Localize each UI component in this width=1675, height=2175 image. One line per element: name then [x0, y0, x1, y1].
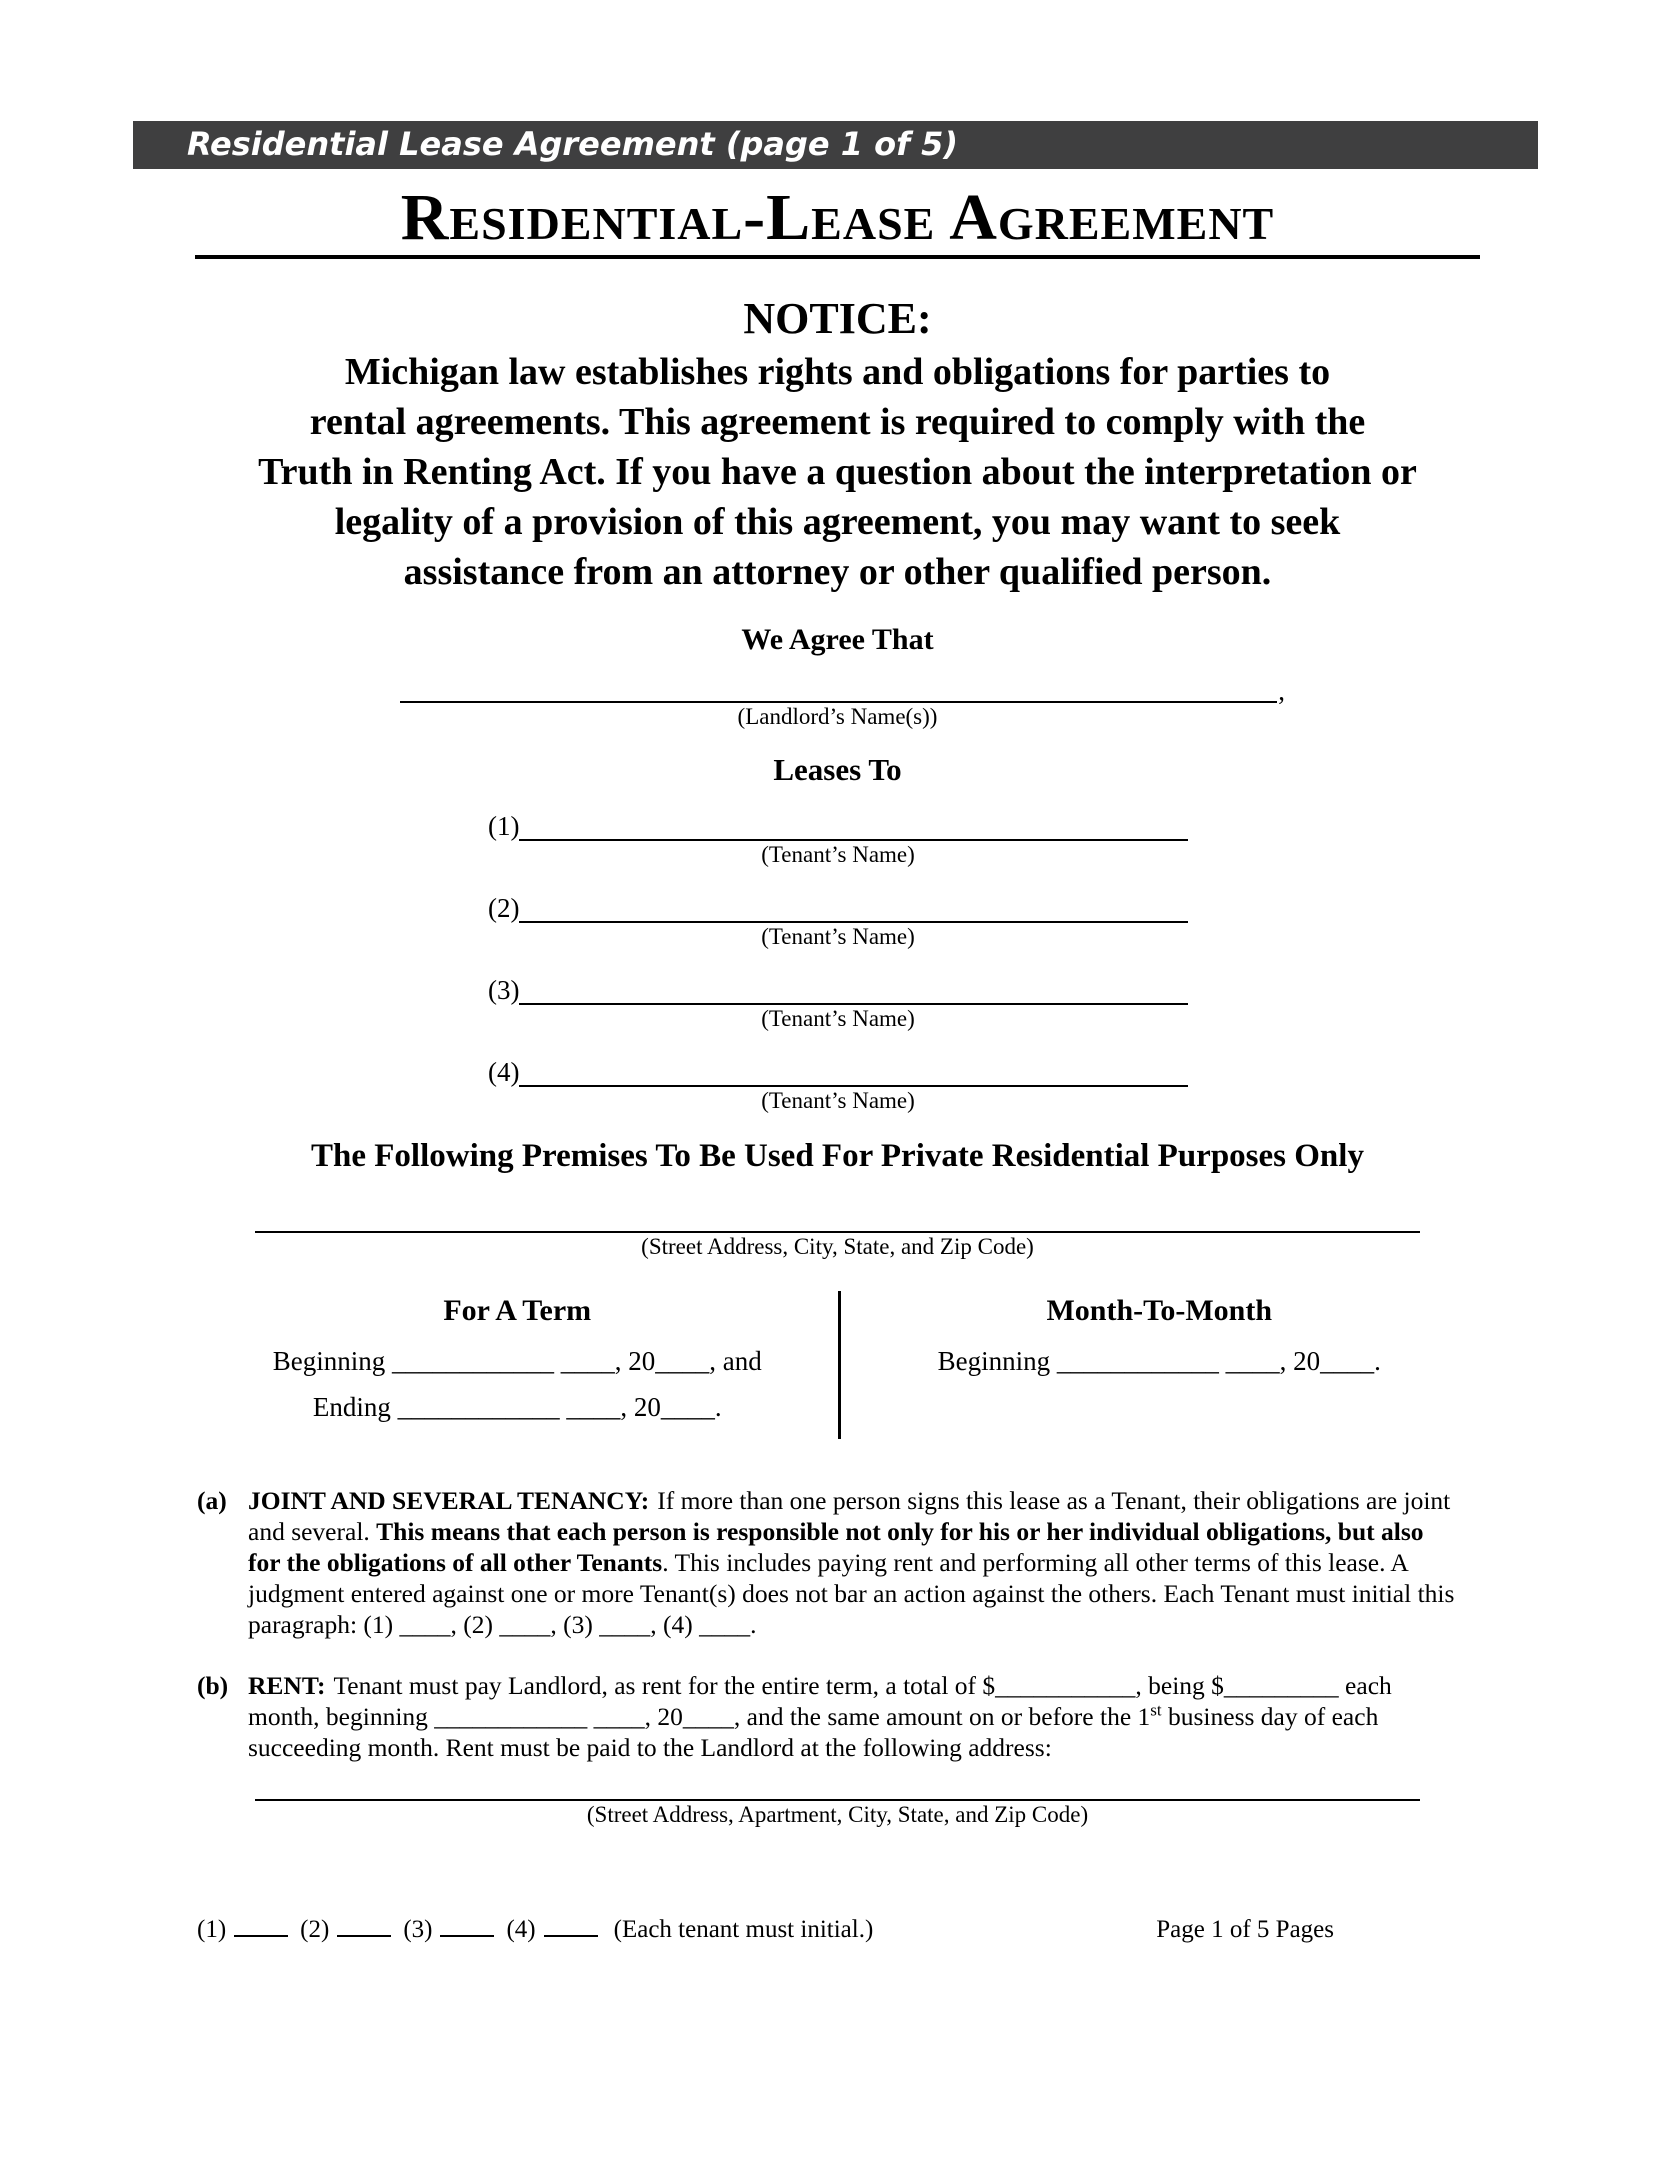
tenant-initial-blank[interactable] — [234, 1911, 288, 1937]
landlord-name-caption: (Landlord’s Name(s)) — [737, 704, 938, 729]
clause-label: (a) — [197, 1486, 227, 1515]
notice-heading: NOTICE: — [743, 294, 932, 343]
term-beginning-line[interactable]: Beginning ____________ ____, 20____, and — [272, 1346, 762, 1376]
premises-heading: The Following Premises To Be Used For Private Residential Purposes Only — [311, 1138, 1364, 1174]
month-to-month-heading: Month-To-Month — [1046, 1294, 1273, 1327]
leases-to-heading: Leases To — [773, 752, 902, 787]
clause-text: business day of each succeeding month. Rent must be paid to the Landlord at the following address: — [248, 1702, 1379, 1762]
landlord-name-line[interactable] — [400, 671, 1277, 703]
premises-address-line[interactable] — [255, 1205, 1420, 1233]
tenant-number: (2) — [488, 893, 520, 923]
tenant-initial-blank[interactable] — [440, 1911, 494, 1937]
clause-rent — [197, 1670, 1457, 1763]
page-indicator: Page 1 of 5 Pages — [1156, 1916, 1334, 1943]
initial-label: (1) — [197, 1916, 227, 1943]
landlord-line-comma: , — [1278, 676, 1285, 706]
document-header-bar — [133, 121, 1538, 169]
document-title: Residential-Lease Agreement — [195, 183, 1480, 259]
clause-joint-and-several-tenancy — [197, 1485, 1457, 1640]
tenant-initial-blank[interactable] — [337, 1911, 391, 1937]
tenant-name-caption: (Tenant’s Name) — [761, 1088, 915, 1113]
notice-body-line: legality of a provision of this agreement, you may want to seek — [334, 501, 1341, 543]
tenant-row — [488, 807, 1188, 869]
term-column-month-to-month — [838, 1291, 1479, 1439]
clause-text: Tenant must pay Landlord, as rent for the entire term, a total of $___________, being $_________ each month, beginning ____________ ____, 20____, and the same amount on or before the 1 — [248, 1671, 1392, 1731]
initial-label: (2) — [300, 1916, 330, 1943]
tenant-name-line[interactable] — [519, 887, 1188, 923]
premises-address-caption: (Street Address, City, State, and Zip Code) — [641, 1234, 1034, 1259]
notice-body-line: Michigan law establishes rights and obligations for parties to — [344, 351, 1331, 393]
clause-text: If more than one person signs this lease as a Tenant, their obligations are joint and several. — [248, 1486, 1451, 1546]
clause-bold-text: This means that each person is responsible not only for his or her individual obligations, but also for the obligations of all other Tenants — [248, 1517, 1424, 1577]
clause-label: (b) — [197, 1671, 229, 1700]
tenant-name-line[interactable] — [519, 805, 1188, 841]
header-bar-title: Residential Lease Agreement (page 1 of 5) — [187, 125, 959, 163]
clause-text: . This includes paying rent and performing all other terms of this lease. A judgment entered against one or more Tenant(s) does not bar an action against the others. Each Tenant must initial this paragraph: (1) ____, (2) ____, (3) ____, (4) ____. — [248, 1548, 1455, 1639]
tenant-name-caption: (Tenant’s Name) — [761, 842, 915, 867]
tenant-number: (3) — [488, 975, 520, 1005]
tenant-name-caption: (Tenant’s Name) — [761, 1006, 915, 1031]
tenant-row — [488, 889, 1188, 951]
ordinal-superscript: st — [1150, 1700, 1162, 1720]
landlord-name-row — [400, 673, 1285, 706]
initial-label: (4) — [506, 1916, 536, 1943]
rent-address-caption: (Street Address, Apartment, City, State, and Zip Code) — [586, 1802, 1089, 1827]
notice-body-line: Truth in Renting Act. If you have a question about the interpretation or — [258, 451, 1417, 493]
term-column-fixed — [197, 1291, 838, 1439]
tenant-initial-blank[interactable] — [544, 1911, 598, 1937]
tenant-number: (1) — [488, 811, 520, 841]
month-to-month-beginning-line[interactable]: Beginning ____________ ____, 20____. — [937, 1346, 1381, 1376]
tenant-list — [0, 807, 1675, 1115]
tenant-row — [488, 971, 1188, 1033]
footer-note: (Each tenant must initial.) — [613, 1916, 874, 1943]
term-ending-line[interactable]: Ending ____________ ____, 20____. — [312, 1392, 722, 1422]
term-section — [197, 1291, 1478, 1439]
clause-heading: JOINT AND SEVERAL TENANCY: — [248, 1486, 650, 1515]
notice-body-line: assistance from an attorney or other qualified person. — [403, 551, 1272, 593]
tenant-number: (4) — [488, 1057, 520, 1087]
footer-initials — [197, 1911, 873, 1945]
tenant-name-caption: (Tenant’s Name) — [761, 924, 915, 949]
tenant-row — [488, 1053, 1188, 1115]
initial-label: (3) — [403, 1916, 433, 1943]
clause-heading: RENT: — [248, 1671, 326, 1700]
notice-body-line: rental agreements. This agreement is required to comply with the — [309, 401, 1366, 443]
for-a-term-heading: For A Term — [443, 1294, 592, 1327]
rent-address-line[interactable] — [255, 1773, 1420, 1801]
notice-body — [80, 347, 1595, 597]
tenant-name-line[interactable] — [519, 1051, 1188, 1087]
tenant-name-line[interactable] — [519, 969, 1188, 1005]
we-agree-heading: We Agree That — [741, 623, 934, 656]
page-footer — [197, 1911, 1478, 1945]
